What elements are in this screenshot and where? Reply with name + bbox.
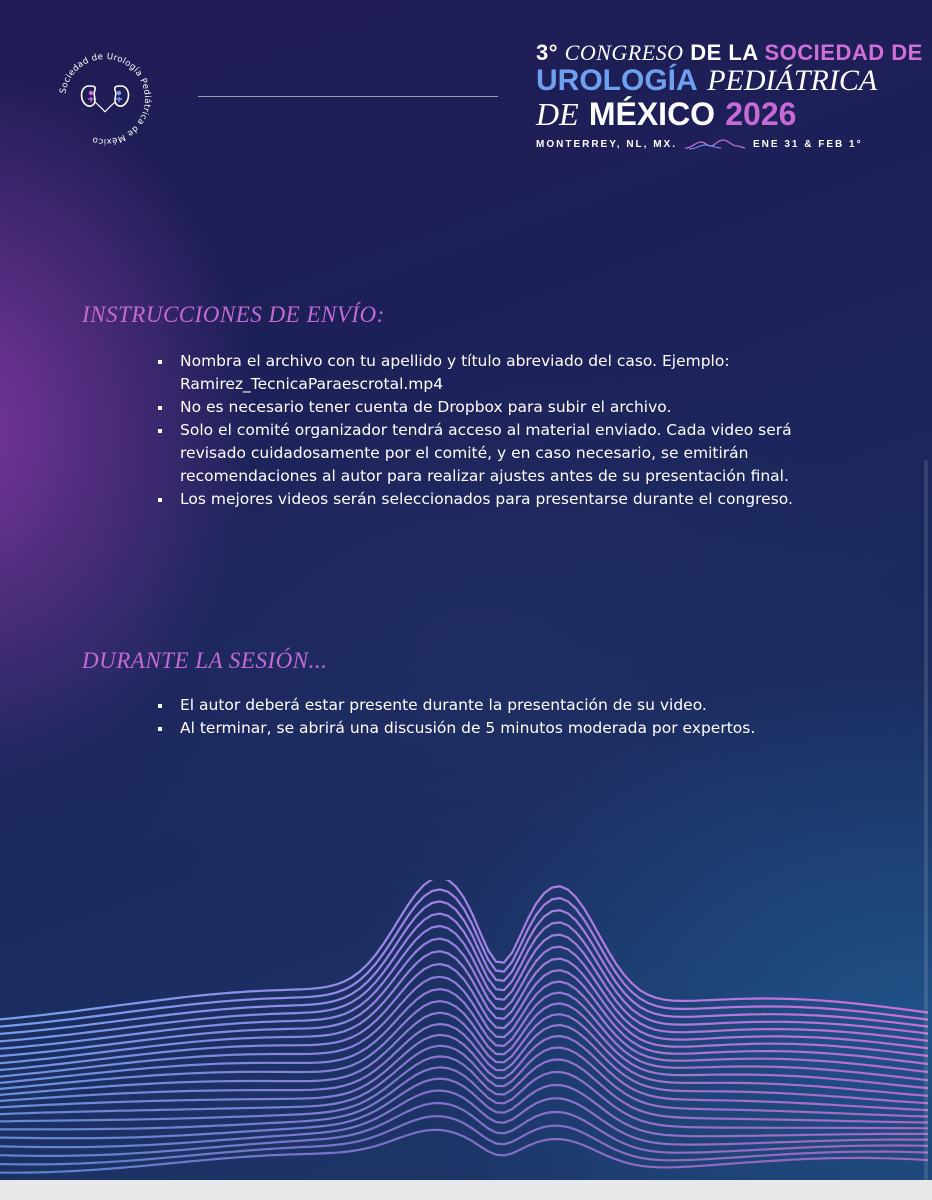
- sociedad-word: SOCIEDAD DE: [764, 40, 923, 65]
- wave-line: [0, 926, 928, 1049]
- de-word: DE: [536, 96, 579, 132]
- urologia-word: UROLOGÍA: [536, 64, 698, 97]
- instructions-list: [158, 350, 818, 511]
- wave-line: [0, 939, 928, 1057]
- wave-line: [0, 1046, 928, 1117]
- wave-line: [0, 914, 928, 1042]
- logo-ring-text: Sociedad de Urología Pediátrica de México: [58, 51, 153, 147]
- de-la-word: DE LA: [690, 40, 758, 65]
- list-item: [158, 717, 798, 740]
- list-item-text: Nombra el archivo con tu apellido y título abreviado del caso. Ejemplo: Ramirez_TecnicaParaescrotal.mp4: [180, 352, 730, 393]
- pediatrica-word: PEDIÁTRICA: [707, 64, 878, 97]
- list-item: [158, 694, 798, 717]
- list-item: [158, 488, 818, 511]
- congress-number: 3°: [536, 40, 559, 65]
- list-item-text: El autor deberá estar presente durante la presentación de su video.: [180, 696, 707, 714]
- event-title: [536, 40, 923, 150]
- svg-text:Sociedad de Urología Pediátric: [58, 52, 152, 146]
- title-row-1: [536, 40, 923, 66]
- kidneys-icon: [82, 86, 129, 112]
- session-heading: DURANTE LA SESIÓN...: [82, 648, 328, 673]
- list-item-text: Los mejores videos serán seleccionados para presentarse durante el congreso.: [180, 490, 793, 508]
- wave-line: [0, 1116, 928, 1164]
- event-year: 2026: [725, 96, 797, 132]
- header-divider: [198, 96, 498, 97]
- event-location-dates: [536, 138, 892, 150]
- list-item: [158, 396, 818, 419]
- congress-word: CONGRESO: [564, 40, 684, 65]
- mountain-icon: [685, 138, 745, 150]
- event-location: MONTERREY, NL, MX.: [536, 138, 678, 150]
- list-item-text: No es necesario tener cuenta de Dropbox para subir el archivo.: [180, 398, 672, 416]
- decorative-waves: [0, 880, 932, 1180]
- list-item-text: Al terminar, se abrirá una discusión de 5 minutos moderada por expertos.: [180, 719, 756, 737]
- wave-line: [0, 880, 928, 1019]
- wave-line: [0, 889, 928, 1026]
- session-list: [158, 694, 798, 740]
- mexico-word: MÉXICO: [588, 96, 716, 132]
- instructions-heading: INSTRUCCIONES DE ENVÍO:: [82, 302, 385, 327]
- event-dates: ENE 31 & FEB 1°: [753, 138, 863, 150]
- list-item: [158, 419, 818, 488]
- title-row-3: [536, 96, 892, 132]
- list-item-text: Solo el comité organizador tendrá acceso al material enviado. Cada video será revisado cuidadosamente por el comité, y en caso necesario, se emitirán recomendaciones al autor para realizar ajustes antes de su presentación final.: [180, 421, 792, 485]
- scrollbar[interactable]: [924, 460, 928, 1180]
- title-row-2: [536, 66, 892, 96]
- bottom-edge: [0, 1180, 932, 1200]
- list-item: [158, 350, 818, 396]
- society-logo: [50, 44, 160, 154]
